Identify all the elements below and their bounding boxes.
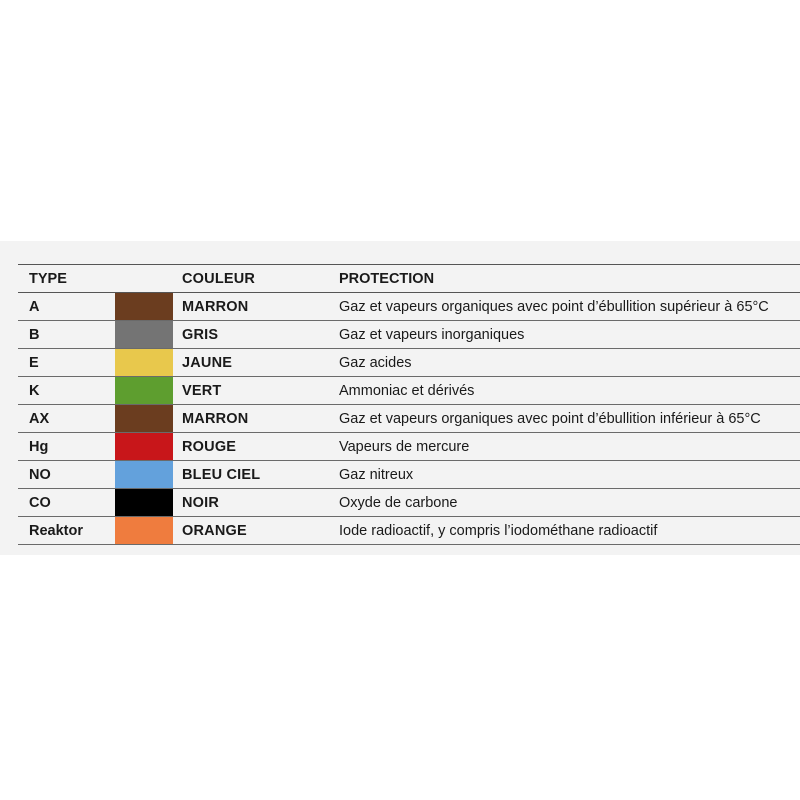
header-couleur: COULEUR [182, 271, 256, 287]
color-name: VERT [182, 383, 222, 399]
color-name: BLEU CIEL [182, 467, 261, 483]
color-name: NOIR [182, 495, 220, 511]
type-code: AX [29, 411, 50, 427]
color-name: ORANGE [182, 523, 247, 539]
protection-text: Gaz nitreux [339, 467, 414, 483]
color-name: JAUNE [182, 355, 233, 371]
color-swatch [115, 461, 173, 488]
table-row [18, 377, 800, 405]
filter-color-table [18, 264, 800, 545]
protection-text: Gaz et vapeurs inorganiques [339, 327, 525, 343]
protection-text: Oxyde de carbone [339, 495, 458, 511]
type-code: B [29, 327, 40, 343]
protection-text: Ammoniac et dérivés [339, 383, 475, 399]
type-code: Reaktor [29, 523, 83, 539]
table-row [18, 433, 800, 461]
table-header-row [18, 265, 800, 293]
color-name: GRIS [182, 327, 219, 343]
color-name: MARRON [182, 411, 249, 427]
type-code: NO [29, 467, 51, 483]
table-row [18, 517, 800, 545]
color-swatch [115, 489, 173, 516]
color-swatch [115, 405, 173, 432]
color-name: ROUGE [182, 439, 237, 455]
type-code: A [29, 299, 40, 315]
protection-text: Iode radioactif, y compris l’iodométhane radioactif [339, 523, 658, 539]
table-row [18, 461, 800, 489]
header-protection: PROTECTION [339, 271, 435, 287]
type-code: E [29, 355, 39, 371]
table-row [18, 349, 800, 377]
type-code: CO [29, 495, 51, 511]
table-row [18, 405, 800, 433]
protection-text: Gaz acides [339, 355, 412, 371]
header-type: TYPE [29, 271, 67, 287]
protection-text: Gaz et vapeurs organiques avec point d’ébullition supérieur à 65°C [339, 299, 769, 315]
protection-text: Gaz et vapeurs organiques avec point d’ébullition inférieur à 65°C [339, 411, 761, 427]
color-swatch [115, 349, 173, 376]
type-code: Hg [29, 439, 49, 455]
type-code: K [29, 383, 40, 399]
table-body [18, 293, 800, 545]
protection-text: Vapeurs de mercure [339, 439, 470, 455]
color-swatch [115, 321, 173, 348]
color-swatch [115, 517, 173, 544]
color-swatch [115, 433, 173, 460]
color-swatch [115, 377, 173, 404]
color-name: MARRON [182, 299, 249, 315]
table-row [18, 321, 800, 349]
color-swatch [115, 293, 173, 320]
table-row [18, 489, 800, 517]
table-row [18, 293, 800, 321]
